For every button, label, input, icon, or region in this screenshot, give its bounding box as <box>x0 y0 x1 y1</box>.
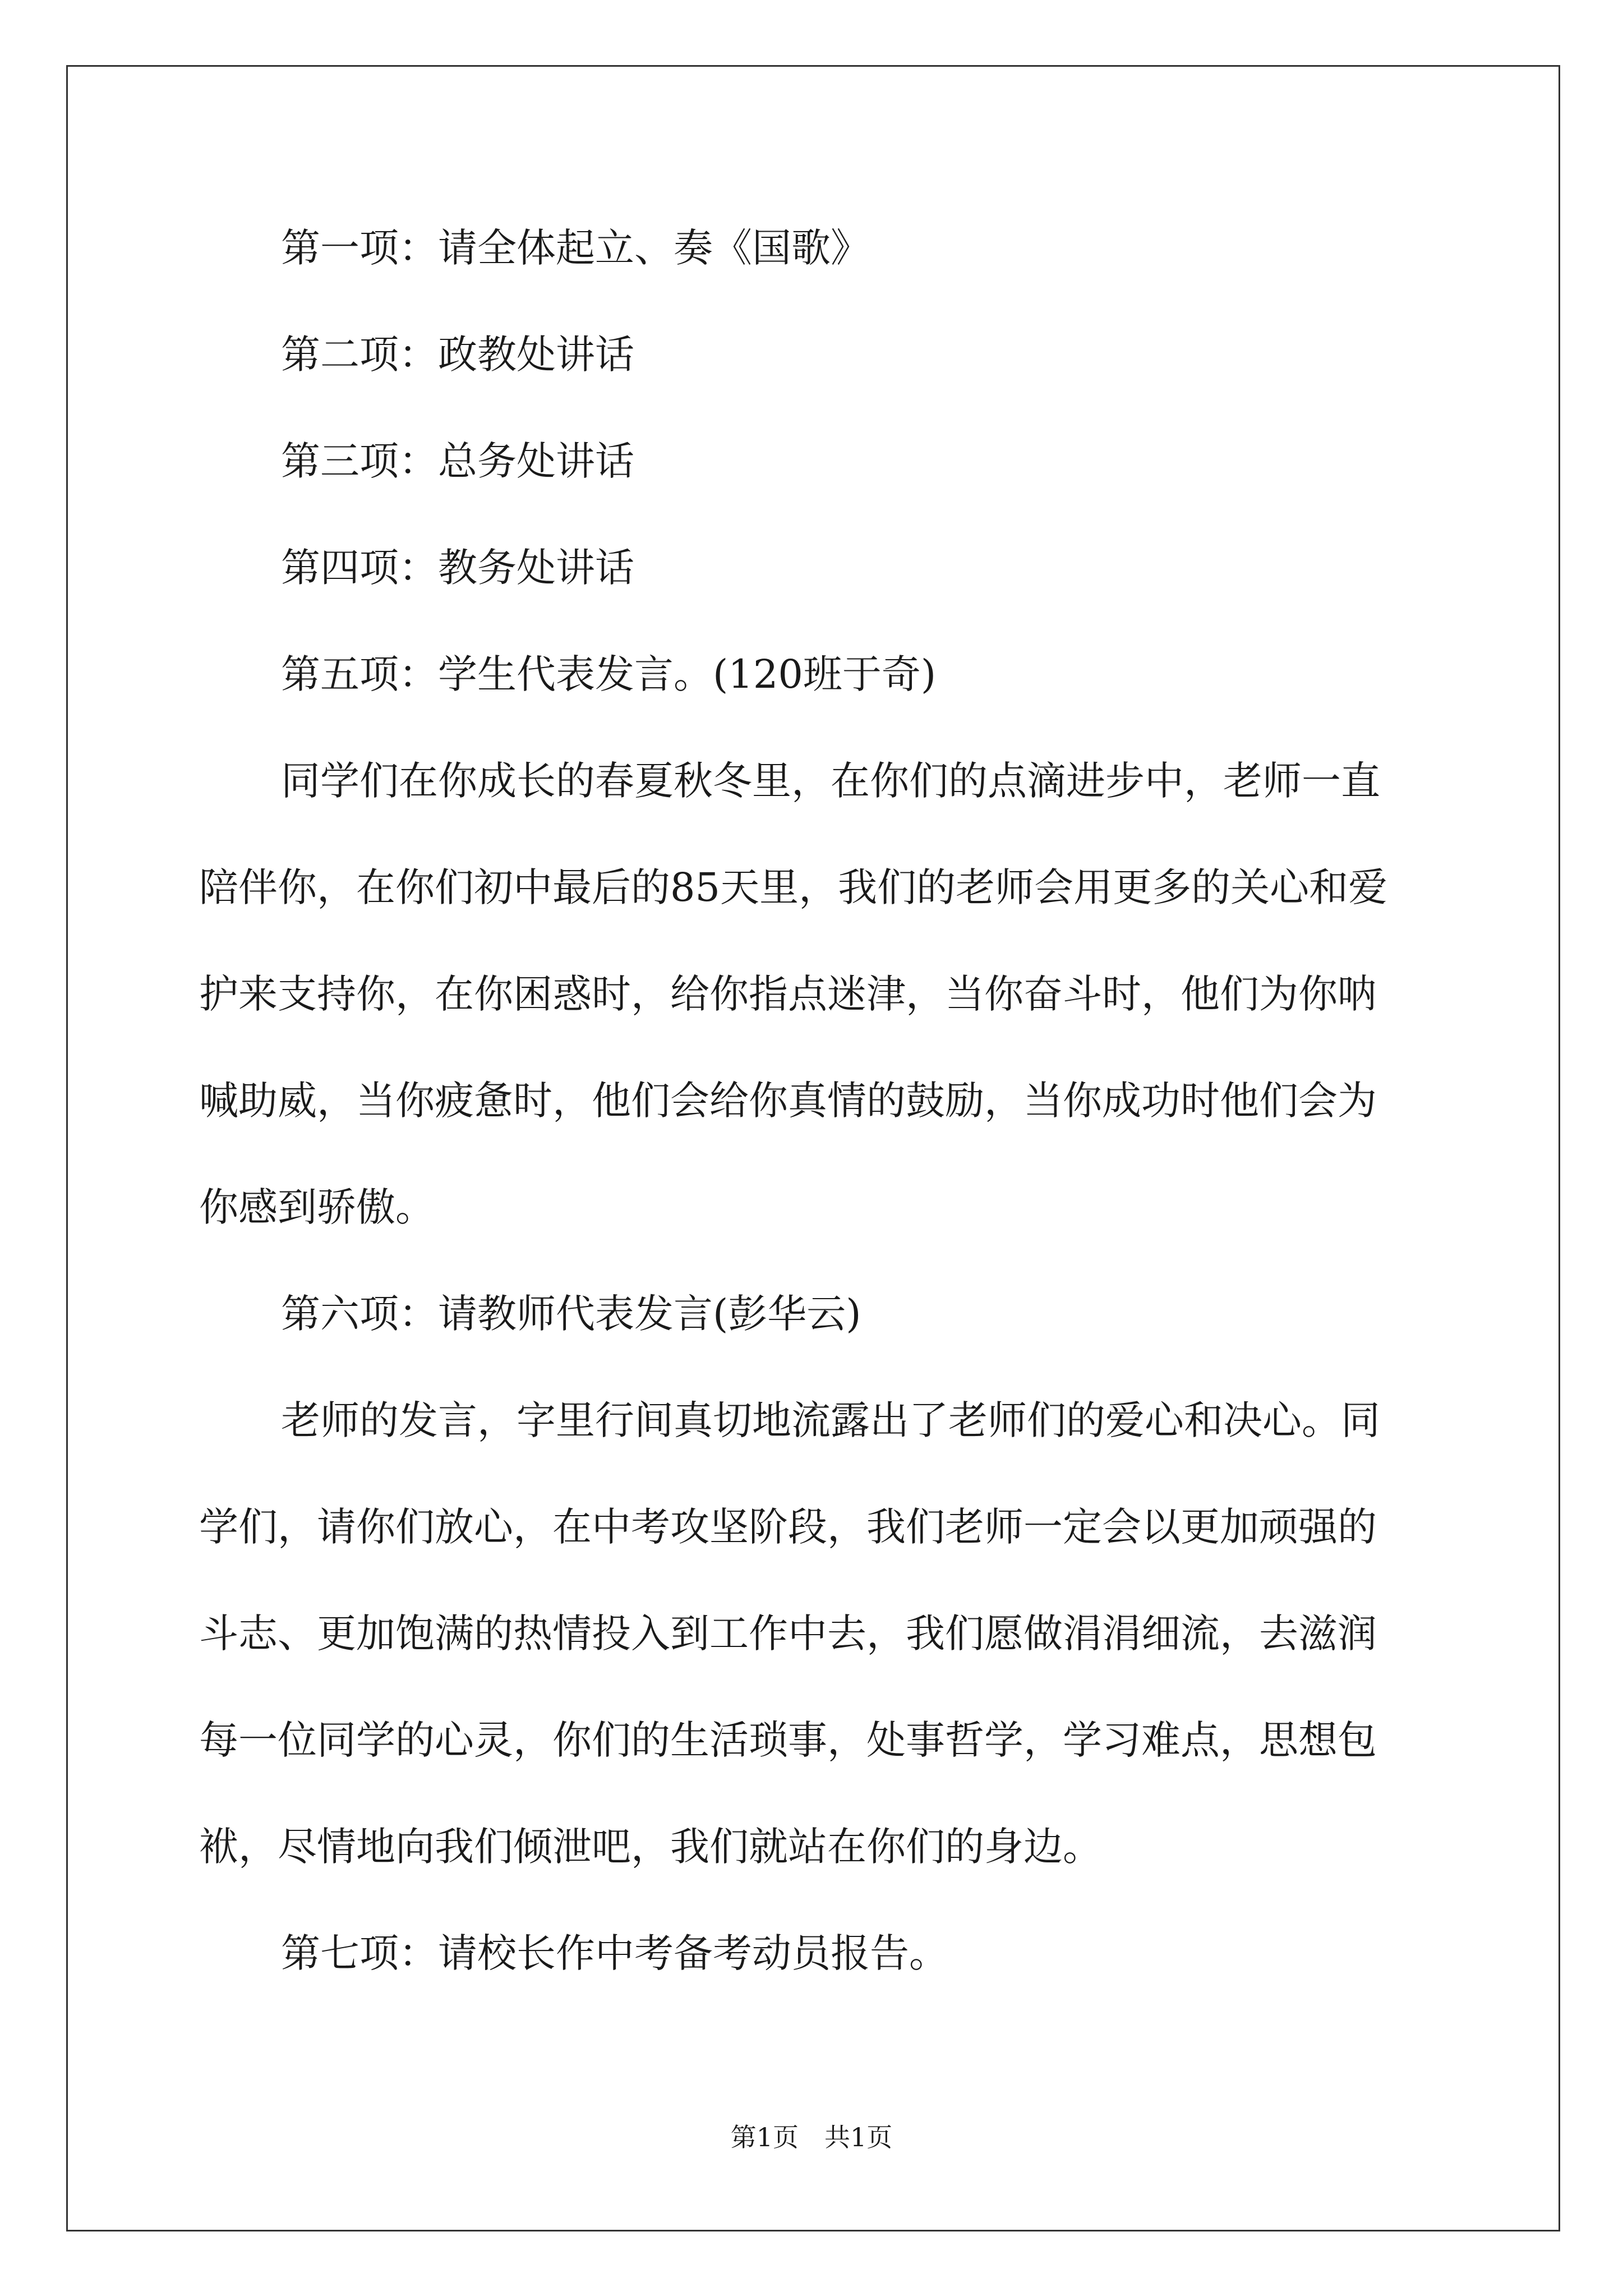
agenda-item-1: 第一项：请全体起立、奏《国歌》 <box>281 225 870 271</box>
agenda-item-3: 第三项：总务处讲话 <box>281 438 634 484</box>
agenda-item-2: 第二项：政教处讲话 <box>281 332 634 378</box>
paragraph-line: 护来支持你，在你困惑时，给你指点迷津，当你奋斗时，他们为你呐 <box>199 971 1377 1017</box>
paragraph-line: 学们，请你们放心，在中考攻坚阶段，我们老师一定会以更加顽强的 <box>199 1504 1377 1550</box>
paragraph-line: 老师的发言，字里行间真切地流露出了老师们的爱心和决心。同 <box>281 1397 1380 1443</box>
paragraph-line: 你感到骄傲。 <box>199 1184 435 1230</box>
paragraph-students <box>199 754 1427 1234</box>
agenda-item-6: 第六项：请教师代表发言(彭华云) <box>281 1291 861 1337</box>
paragraph-line: 袱，尽情地向我们倾泄吧，我们就站在你们的身边。 <box>199 1824 1102 1870</box>
paragraph-line: 斗志、更加饱满的热情投入到工作中去，我们愿做涓涓细流，去滋润 <box>199 1611 1377 1657</box>
agenda-item-7: 第七项：请校长作中考备考动员报告。 <box>281 1930 948 1976</box>
paragraph-line: 陪伴你，在你们初中最后的85天里，我们的老师会用更多的关心和爱 <box>199 864 1388 910</box>
agenda-item-5: 第五项：学生代表发言。(120班于奇) <box>281 651 937 697</box>
document-body <box>199 222 1427 2033</box>
paragraph-teachers <box>199 1394 1427 1874</box>
page-footer: 第1页 共1页 <box>730 2122 893 2152</box>
agenda-item-4: 第四项：教务处讲话 <box>281 545 634 591</box>
paragraph-line: 每一位同学的心灵，你们的生活琐事，处事哲学，学习难点，思想包 <box>199 1717 1377 1763</box>
paragraph-line: 同学们在你成长的春夏秋冬里，在你们的点滴进步中，老师一直 <box>281 758 1380 804</box>
paragraph-line: 喊助威，当你疲惫时，他们会给你真情的鼓励，当你成功时他们会为 <box>199 1078 1377 1124</box>
